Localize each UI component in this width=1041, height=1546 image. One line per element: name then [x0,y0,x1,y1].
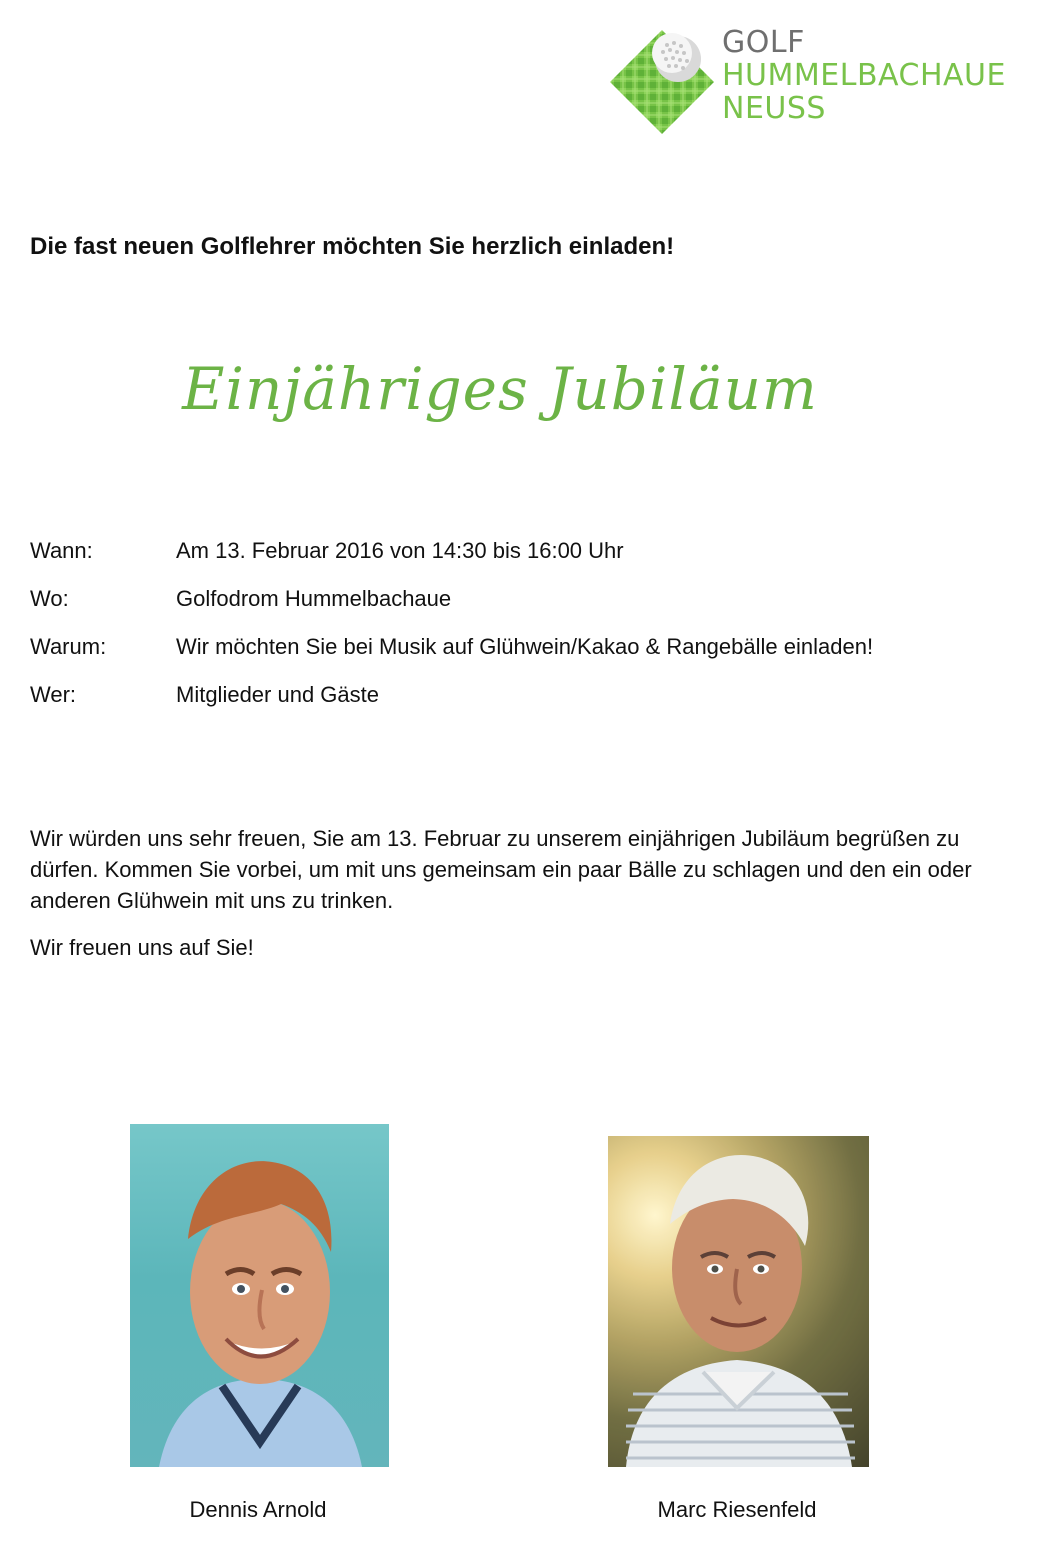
logo-line-golf: GOLF [722,25,805,60]
body-paragraph: Wir würden uns sehr freuen, Sie am 13. Februar zu unserem einjährigen Jubiläum begrüßen zu dürfen. Kommen Sie vorbei, um mit uns gemeinsam ein paar Bälle zu schlagen und den ein oder anderen Glühwein mit uns zu trinken. [30,826,972,913]
event-details [30,538,1010,730]
portrait-drawing [130,1124,389,1467]
detail-row-when [30,538,1010,586]
detail-label: Wer: [30,682,77,707]
detail-value: Mitglieder und Gäste [176,682,379,707]
portrait-marc-riesenfeld [608,1136,869,1467]
person-name-marc: Marc Riesenfeld [657,1497,817,1522]
portrait-dennis-arnold [130,1124,389,1467]
closing-line: Wir freuen uns auf Sie! [30,935,254,960]
invitation-headline: Die fast neuen Golflehrer möchten Sie herzlich einladen! [30,233,675,260]
event-title: Einjähriges Jubiläum [182,355,818,423]
detail-row-who [30,682,1010,730]
portrait-drawing [608,1136,869,1467]
detail-label: Wo: [30,586,69,611]
person-name-dennis: Dennis Arnold [189,1497,327,1522]
detail-value: Am 13. Februar 2016 von 14:30 bis 16:00 Uhr [176,538,624,563]
club-logo [608,25,1028,136]
detail-row-why [30,634,1010,682]
logo-wordmark [722,25,1006,127]
detail-value: Golfodrom Hummelbachaue [176,586,452,611]
invitation-body [30,823,990,979]
detail-label: Wann: [30,538,93,563]
detail-label: Warum: [30,634,107,659]
detail-row-where [30,586,1010,634]
detail-value: Wir möchten Sie bei Musik auf Glühwein/Kakao & Rangebälle einladen! [176,634,874,659]
logo-line-neuss: NEUSS [722,91,826,126]
golf-ball-diamond-icon [608,28,716,136]
logo-line-hummelbachaue: HUMMELBACHAUE [722,58,1006,93]
